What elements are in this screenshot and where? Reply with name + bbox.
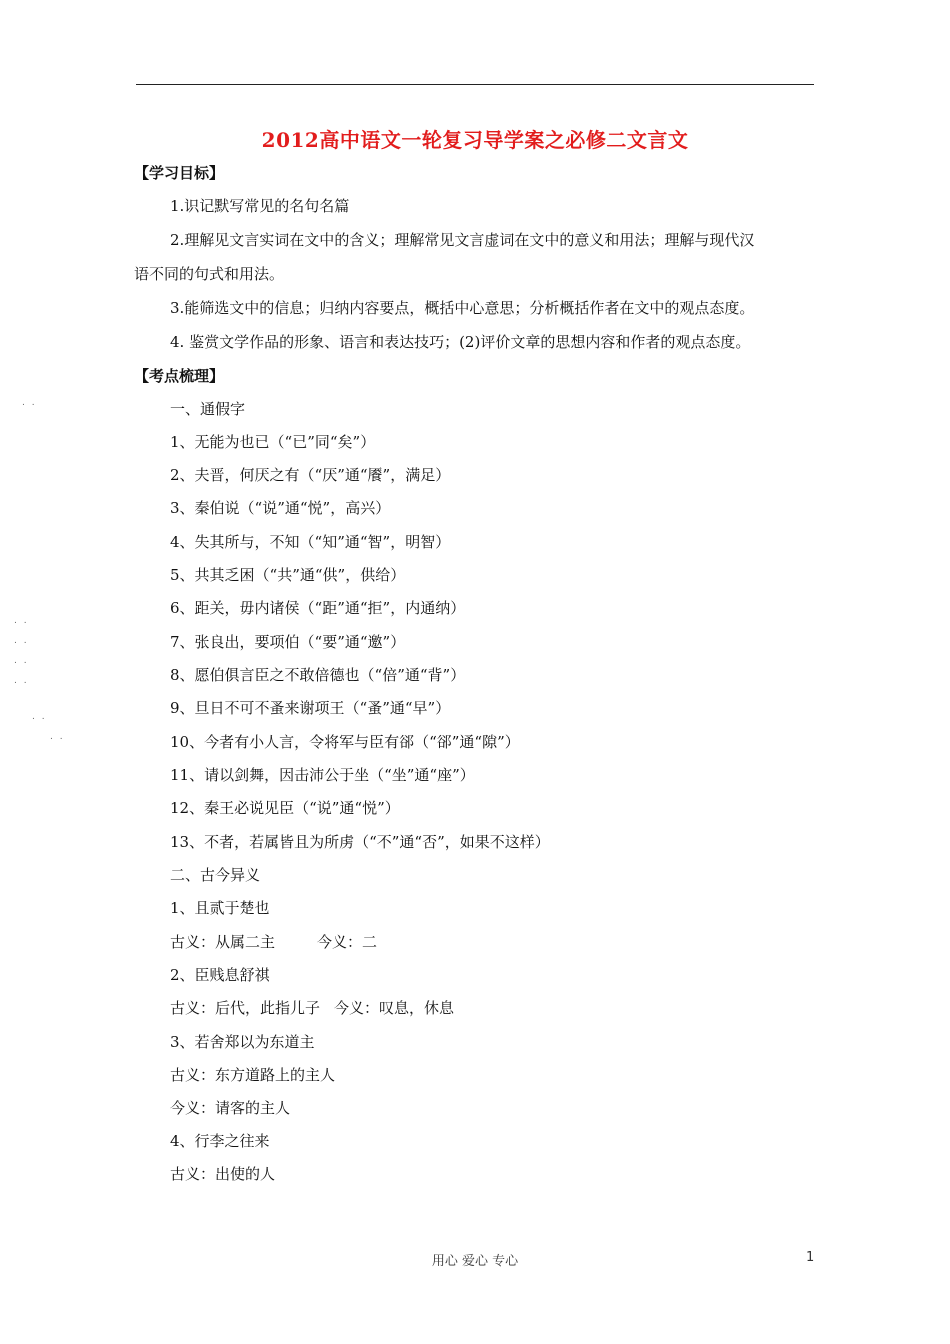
margin-mark: . . (14, 636, 29, 646)
subsection-heading-guyi: 二、古今异义 (170, 866, 261, 884)
guyi-old-meaning: 古义：从属二主 (170, 933, 276, 951)
tongjia-item: 1、无能为也已（“已”同“矣”） (170, 433, 376, 451)
tongjia-item: 9、旦日不可不蚤来谢项王（“蚤”通“早”） (170, 699, 451, 717)
margin-mark: . . (50, 732, 65, 742)
guyi-item: 4、行李之往来 (170, 1132, 270, 1150)
section-heading-points: 【考点梳理】 (134, 367, 225, 385)
tongjia-item: 4、失其所与，不知（“知”通“智”，明智） (170, 533, 451, 551)
margin-mark: . . (14, 676, 29, 686)
section-heading-goals: 【学习目标】 (134, 164, 225, 182)
goal-item: 1.识记默写常见的名句名篇 (170, 197, 350, 215)
guyi-old-meaning: 古义：后代，此指儿子 (170, 999, 321, 1017)
margin-mark: . . (14, 616, 29, 626)
goal-item: 4. 鉴赏文学作品的形象、语言和表达技巧；(2)评价文章的思想内容和作者的观点态度。 (170, 333, 751, 351)
margin-mark: . . (22, 398, 37, 408)
tongjia-item: 11、请以剑舞，因击沛公于坐（“坐”通“座”） (170, 766, 475, 784)
goal-item-continuation: 语不同的句式和用法。 (134, 265, 285, 283)
margin-mark: . . (32, 712, 47, 722)
tongjia-item: 8、愿伯俱言臣之不敢倍德也（“倍”通“背”） (170, 666, 466, 684)
tongjia-item: 6、距关，毋内诸侯（“距”通“拒”，内通纳） (170, 599, 466, 617)
tongjia-item: 13、不者，若属皆且为所虏（“不”通“否”，如果不这样） (170, 833, 550, 851)
page-number: 1 (806, 1250, 815, 1265)
header-rule (136, 84, 814, 85)
tongjia-item: 2、夫晋，何厌之有（“厌”通“餍”，满足） (170, 466, 451, 484)
guyi-item: 1、且贰于楚也 (170, 899, 270, 917)
tongjia-item: 5、共其乏困（“共”通“供”，供给） (170, 566, 406, 584)
guyi-meaning-row (170, 932, 377, 952)
tongjia-item: 12、秦王必说见臣（“说”通“悦”） (170, 799, 400, 817)
tongjia-item: 7、张良出，要项伯（“要”通“邀”） (170, 633, 406, 651)
margin-mark: . . (14, 656, 29, 666)
tongjia-item: 3、秦伯说（“说”通“悦”，高兴） (170, 499, 391, 517)
guyi-meaning-row (170, 998, 454, 1018)
guyi-new-meaning: 今义：叹息，休息 (334, 999, 455, 1017)
tongjia-item: 10、今者有小人言，令将军与臣有郤（“郤”通“隙”） (170, 733, 520, 751)
document-title: 2012高中语文一轮复习导学案之必修二文言文 (261, 128, 689, 152)
subsection-heading-tongjia: 一、通假字 (170, 400, 246, 418)
guyi-new-meaning: 今义：请客的主人 (170, 1099, 291, 1117)
goal-item: 3.能筛选文中的信息；归纳内容要点，概括中心意思；分析概括作者在文中的观点态度。 (170, 299, 755, 317)
guyi-item: 2、臣贱息舒祺 (170, 966, 270, 984)
guyi-old-meaning: 古义：东方道路上的主人 (170, 1066, 336, 1084)
guyi-new-meaning: 今义：二 (317, 933, 378, 951)
page-footer: 用心 爱心 专心 (431, 1254, 519, 1269)
guyi-old-meaning: 古义：出使的人 (170, 1165, 276, 1183)
guyi-item: 3、若舍郑以为东道主 (170, 1033, 315, 1051)
goal-item: 2.理解见文言实词在文中的含义；理解常见文言虚词在文中的意义和用法；理解与现代汉 (170, 231, 755, 249)
